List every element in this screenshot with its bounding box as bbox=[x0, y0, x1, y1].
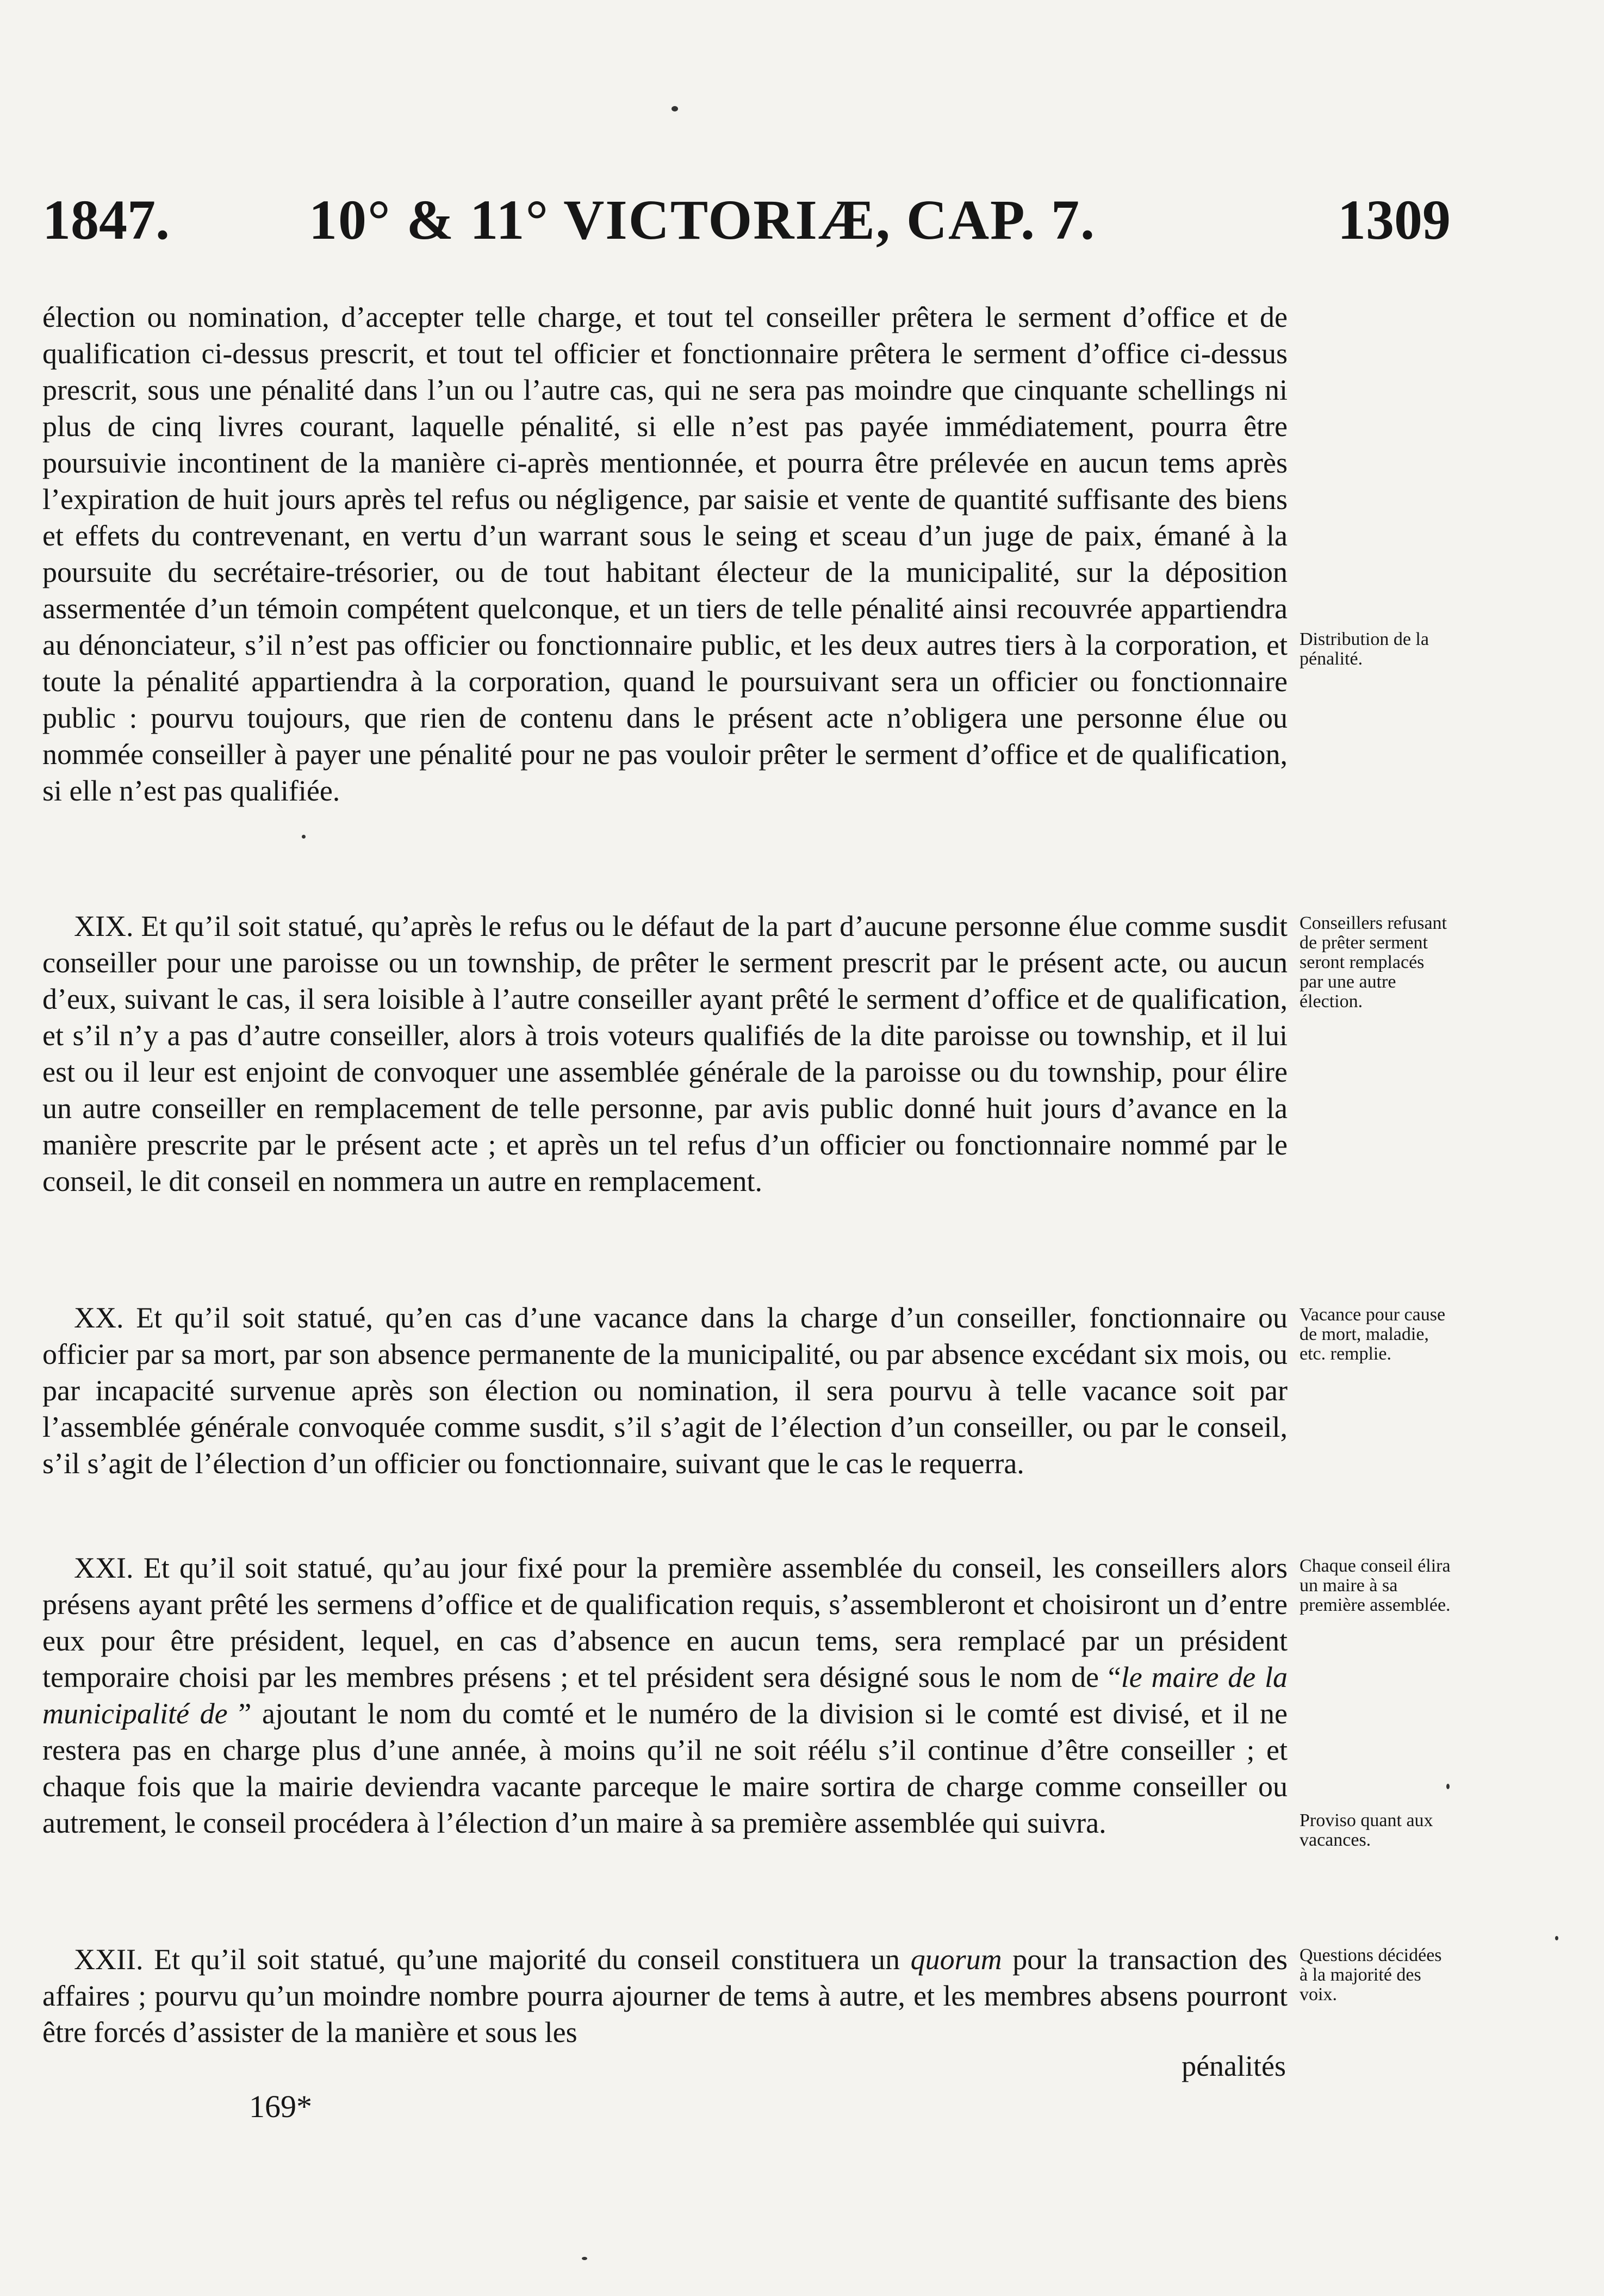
header-year: 1847. bbox=[42, 189, 170, 251]
paragraph-text: Et qu’il soit statué, qu’après le refus ou le défaut de la part d’aucune personne élue comme susdit conseiller pour une paroisse ou un township, de prêter le serment prescrit par le présent acte, ou aucun d’eux, suivant le cas, il sera loisible à l’autre conseiller ayant prêté le serment d’office et de qualification, et s’il n’y a pas d’autre conseiller, alors à trois voteurs qualifiés de la dite paroisse ou township, et il lui est ou il leur est enjoint de convoquer une assemblée générale de la paroisse ou du township, pour élire un autre conseiller en remplacement de telle personne, par avis public donné huit jours d’avance en la manière prescrite par le présent acte ; et après un tel refus d’un officier ou fonctionnaire nommé par le conseil, le dit conseil en nommera un autre en remplacement. bbox=[42, 910, 1288, 1197]
margin-note: Questions décidées à la majorité des voix. bbox=[1300, 1945, 1442, 2005]
margin-note: Proviso quant aux vacances. bbox=[1300, 1810, 1433, 1850]
margin-note: Chaque conseil élira un maire à sa première assemblée. bbox=[1300, 1556, 1451, 1615]
paragraph-section-xx bbox=[42, 1300, 1288, 1482]
paragraph-italic: le maire de la municipalité de bbox=[42, 1661, 1288, 1730]
header-title: 10° & 11° VICTORIÆ, CAP. 7. bbox=[309, 189, 1096, 251]
catchword: pénalités bbox=[1182, 2050, 1286, 2082]
signature-mark: 169* bbox=[249, 2089, 312, 2124]
print-speck bbox=[672, 106, 678, 111]
paragraph-text: Et qu’il soit statué, qu’au jour fixé pour la première assemblée du conseil, les conseillers alors présens ayant prêté les sermens d’office et de qualification requis, s’assembleront et choisiront un d’entre eux pour être président, lequel, en cas d’absence en aucun tems, sera remplacé par un président temporaire choisi par les membres présens ; et tel président sera désigné sous le nom de “ bbox=[42, 1552, 1288, 1693]
paragraph-text: Et qu’il soit statué, qu’une majorité du conseil constituera un bbox=[154, 1943, 900, 1976]
paragraph-italic: quorum bbox=[910, 1943, 1002, 1976]
paragraph-text: Et qu’il soit statué, qu’en cas d’une vacance dans la charge d’un conseiller, fonctionnaire ou officier par sa mort, par son absence permanente de la municipalité, ou par absence excédant six mois, ou par incapacité survenue après son élection ou nomination, il sera pourvu à telle vacance soit par l’assemblée générale convoquée comme susdit, s’il s’agit de l’élection d’un conseiller, ou par le conseil, s’il s’agit de l’élection d’un officier ou fonctionnaire, suivant que le cas le requerra. bbox=[42, 1301, 1288, 1480]
page-number: 1309 bbox=[1338, 189, 1451, 251]
margin-note: Distribution de la pénalité. bbox=[1300, 629, 1429, 669]
paragraph-text-continued: ” ajoutant le nom du comté et le numéro de la division si le comté est divisé, et il ne restera pas en charge plus d’une année, à moins qu’il ne soit réélu s’il continue d’être conseiller ; et chaque fois que la mairie deviendra vacante parceque le maire sortira de charge comme conseiller ou autrement, le conseil procédera à l’élection d’un maire à sa première assemblée qui suivra. bbox=[42, 1697, 1288, 1839]
paragraph-section-xix bbox=[42, 908, 1288, 1200]
print-speck bbox=[1446, 1784, 1450, 1789]
print-speck bbox=[1555, 1936, 1558, 1940]
paragraph-continuation bbox=[42, 299, 1288, 809]
section-number: XXII. bbox=[74, 1943, 144, 1976]
paragraph-text: élection ou nomination, d’accepter telle charge, et tout tel conseiller prêtera le serment d’office et de qualification ci-dessus prescrit, et tout tel officier et fonctionnaire prêtera le serment d’office ci-dessus prescrit, sous une pénalité dans l’un ou l’autre cas, qui ne sera pas moindre que cinquante schellings ni plus de cinq livres courant, laquelle pénalité, si elle n’est pas payée immédiatement, pourra être poursuivie incontinent de la manière ci-après mentionnée, et pourra être prélevée en aucun tems après l’expiration de huit jours après tel refus ou négligence, par saisie et vente de quantité suffisante des biens et effets du contrevenant, en vertu d’un warrant sous le seing et sceau d’un juge de paix, émané à la poursuite du secrétaire-trésorier, ou de tout habitant électeur de la municipalité, sur la déposition assermentée d’un témoin compétent quelconque, et un tiers de telle pénalité ainsi recouvrée appartiendra au dénonciateur, s’il n’est pas officier ou fonctionnaire public, et les deux autres tiers à la corporation, et toute la pénalité appartiendra à la corporation, quand le poursuivant sera un officier ou fonctionnaire public : pourvu toujours, que rien de contenu dans le présent acte n’obligera une personne élue ou nommée conseiller à payer une pénalité pour ne pas vouloir prêter le serment d’office et de qualification, si elle n’est pas qualifiée. bbox=[42, 301, 1288, 807]
paragraph-section-xxii bbox=[42, 1941, 1288, 2051]
section-number: XIX. bbox=[74, 910, 134, 942]
running-header bbox=[42, 188, 1451, 264]
paragraph-text-continued: pour la transaction des affaires ; pourvu qu’un moindre nombre pourra ajourner de tems à autre, et les membres absens pourront être forcés d’assister de la manière et sous les bbox=[42, 1943, 1288, 2049]
print-speck bbox=[302, 835, 306, 839]
section-number: XX. bbox=[74, 1301, 124, 1334]
margin-note: Vacance pour cause de mort, maladie, etc. remplie. bbox=[1300, 1305, 1446, 1364]
paragraph-section-xxi bbox=[42, 1550, 1288, 1841]
section-number: XXI. bbox=[74, 1552, 134, 1584]
margin-note: Conseillers refusant de prêter serment seront remplacés par une autre élection. bbox=[1300, 913, 1447, 1012]
print-speck bbox=[582, 2257, 587, 2260]
